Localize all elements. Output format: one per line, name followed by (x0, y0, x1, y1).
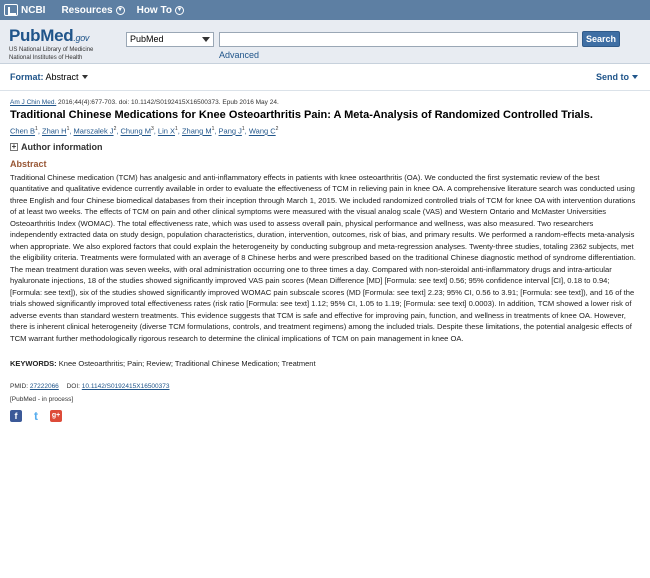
author-affiliation-number: 1 (241, 126, 245, 132)
resources-menu[interactable] (61, 5, 124, 16)
pmid-link[interactable]: 27222066 (29, 383, 59, 390)
database-select-value: PubMed (130, 34, 164, 44)
caret-down-icon (82, 75, 88, 79)
send-to-label: Send to (596, 72, 629, 82)
author-affiliation-number: 1 (66, 126, 70, 132)
author-link[interactable]: Pang J (218, 126, 242, 136)
database-select[interactable] (126, 32, 214, 47)
author-link[interactable]: Marszalek J (73, 126, 114, 136)
search-button[interactable]: Search (582, 31, 620, 47)
ncbi-topbar (0, 0, 650, 20)
social-share (10, 410, 640, 422)
author-link[interactable]: Zhan H (41, 126, 67, 136)
keywords (10, 359, 640, 368)
facebook-icon[interactable]: f (10, 410, 22, 422)
identifiers (10, 383, 640, 390)
format-label: Format: (10, 72, 44, 82)
send-to-menu[interactable] (596, 72, 638, 82)
author-link[interactable]: Chen B (10, 126, 36, 136)
author-link[interactable]: Zhang M (181, 126, 212, 136)
advanced-search-link[interactable]: Advanced (219, 50, 260, 60)
expand-plus-icon: + (11, 141, 17, 151)
format-value: Abstract (45, 72, 79, 82)
author-link[interactable]: Wang C (248, 126, 276, 136)
pubmed-status: [PubMed - in process] (10, 396, 74, 403)
dropdown-arrow-icon (202, 37, 210, 42)
ncbi-logo-icon (4, 4, 18, 16)
article-title: Traditional Chinese Medications for Knee Osteoarthritis Pain: A Meta-Analysis of Randomized Controlled Trials. (10, 109, 593, 121)
search-input[interactable] (219, 32, 578, 47)
article-content (0, 99, 650, 422)
keywords-value: Knee Osteoarthritis; Pain; Review; Traditional Chinese Medication; Treatment (58, 359, 316, 368)
howto-menu[interactable] (137, 5, 184, 16)
howto-menu-label: How To (136, 4, 172, 16)
pmid-label: PMID: (10, 383, 29, 390)
author-list: Chen $B^1$, Zhan $H^1$, Marszalek $J^2$, Chung $M^3$, Lin $X^1$, Zhang $M^1$, Pang $J^1$, Wang $C^2$ (10, 126, 279, 136)
twitter-icon[interactable]: t (30, 410, 42, 422)
format-bar (0, 64, 650, 91)
citation (10, 99, 640, 106)
chevron-down-icon: ▼ (176, 6, 183, 13)
author-affiliation-number: 1 (175, 126, 178, 132)
doi-label: DOI: (66, 383, 80, 390)
citation-details: 2016;44(4):677-703. doi: 10.1142/S0192415X16500373. Epub 2016 May 24. (56, 99, 279, 106)
format-selector[interactable] (10, 72, 88, 82)
author-info-toggle[interactable] (10, 142, 640, 152)
caret-down-icon (632, 75, 638, 79)
author-link[interactable]: Chung M (120, 126, 151, 136)
pubmed-logo-word: PubMed (9, 26, 74, 45)
author-affiliation-number: 3 (150, 126, 154, 132)
abstract-text: Traditional Chinese medication (TCM) has analgesic and anti-inflammatory effects in patients with knee osteoarthritis (OA). We conducted the first systematic review of the best quantitative and qualitative evidence currently available in order to evaluate the effectiveness of TCM in relieving pain in knee OA. A comprehensive literature search was conducted using three English and four Chinese biomedical databases from their inception through March 1, 2015. We included randomized controlled trials of TCM for knee OA with intervention durations of at least two weeks. The effects of TCM on pain and other clinical symptoms were measured with the visual analog scale (VAS) and Western Ontario and McMaster Universities Osteoarthritis Index (WOMAC). The total effectiveness rate, which was used to assess overall pain, physical performance and wellness, was also measured. Two researchers independently extracted data on study design, population characteristics, duration, intervention, outcomes, risk of bias, and primary results. We performed a random-effects meta-analysis when appropriate. We also explored factors that could explain the heterogeneity by conducting subgroup and meta-regression analyses. Twenty-three studies, totaling 2362 subjects, met the eligibility criteria. Treatments were formulated with an average of 8 Chinese herbs and were prescribed based on the traditional Chinese diagnostic method of syndrome differentiation. The mean treatment duration was seven weeks, with oral administration occurring one to three times a day. Compared with non-steroidal anti-inflammatory drugs and intra-articular hyaluronate injections, 18 of the studies showed significantly improved VAS pain scores (Mean Difference [MD] [Formula: see text] 0.56; 95% confidence interval [CI], 0.18 to 0.94; [Formula: see text]), six of the studies showed significantly improved WOMAC pain subscale scores (MD [Formula: see text] 2.23; 95% CI, 0.56 to 3.91; [Formula: see text]), and 16 of the trials showed significantly improved total effectiveness rates (risk ratio [Formula: see text] 1.12; 95% CI, 1.05 to 1.19; [Formula: see text] 0.0003). In addition, TCM showed a lower risk of adverse events than standard western treatments. This evidence suggests that TCM is safe and effective for improving pain, function, and wellness in treatments of knee OA. However, there is inherent clinical heterogeneity (diverse TCM formulations, controls, and treatment regimens) among the included trials. Despite these limitations, the potential analgesic effects of TCM warrant further methodologically rigorous research to determine the clinical implications of TCM on pain management in knee OA. (10, 172, 636, 343)
chevron-down-icon: ▼ (117, 6, 124, 13)
ncbi-logo[interactable] (4, 4, 45, 16)
author-info-label: Author information (21, 141, 103, 152)
author-affiliation-number: 2 (275, 126, 279, 132)
resources-menu-label: Resources (61, 4, 113, 16)
pubmed-logo[interactable] (9, 26, 93, 62)
doi-link[interactable]: 10.1142/S0192415X16500373 (81, 383, 170, 390)
nih-label: National Institutes of Health (9, 55, 83, 61)
author-affiliation-number: 1 (211, 126, 215, 132)
ncbi-logo-text: NCBI (21, 4, 46, 16)
google-plus-icon[interactable]: g+ (50, 410, 62, 422)
pubmed-logo-gov: .gov (73, 33, 90, 43)
abstract-heading: Abstract (10, 158, 47, 169)
author-link[interactable]: Lin X (157, 126, 176, 136)
search-header (0, 20, 650, 64)
nlm-label: US National Library of Medicine (9, 47, 94, 53)
journal-link[interactable]: Am J Chin Med. (10, 99, 57, 106)
author-affiliation-number: 2 (113, 126, 117, 132)
author-affiliation-number: 1 (35, 126, 38, 132)
keywords-label: KEYWORDS: (10, 359, 57, 368)
